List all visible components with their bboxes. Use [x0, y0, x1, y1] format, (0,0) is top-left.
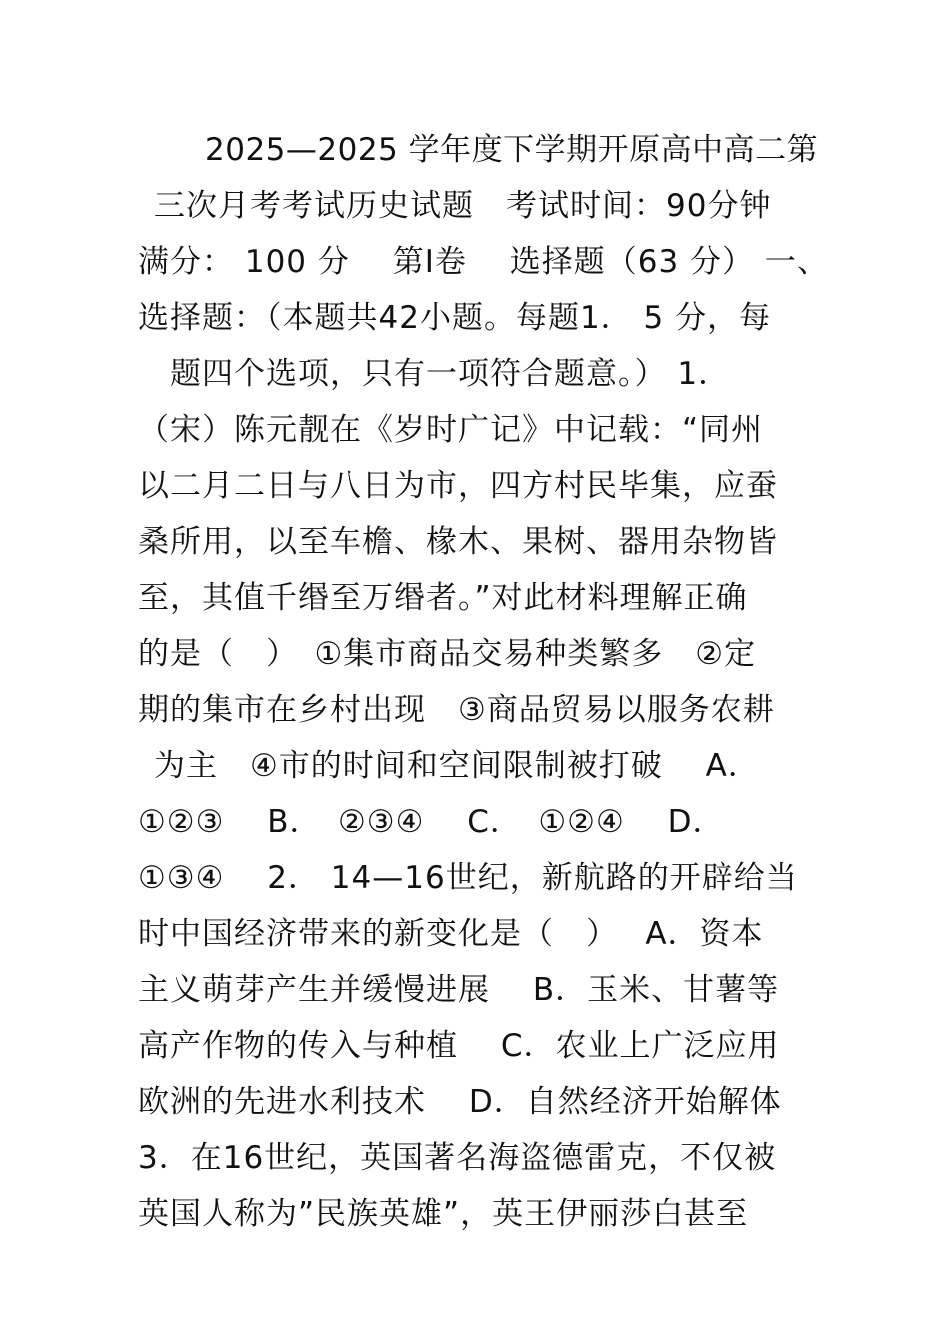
question-1-line: 桑所用，以至车檐、椽木、果树、器用杂物皆: [138, 524, 778, 560]
question-1-line: 的是（ ） ①集市商品交易种类繁多 ②定: [138, 636, 757, 672]
question-1-line: 为主 ④市的时间和空间限制被打破 A．: [154, 748, 760, 784]
question-2-line: 主义萌芽产生并缓慢进展 B．玉米、甘薯等: [138, 972, 780, 1008]
question-3-line: 英国人称为”民族英雄”，英王伊丽莎白甚至: [138, 1196, 749, 1232]
instructions-line: 选择题：（本题共42小题。每题1． 5 分，每: [138, 300, 772, 336]
question-2-line: 时中国经济带来的新变化是（ ） A．资本: [138, 916, 764, 952]
question-1-line: 至，其值千缗至万缗者。”对此材料理解正确: [138, 580, 748, 616]
exam-info-line: 满分： 100 分 第Ⅰ卷 选择题（63 分） 一、: [138, 244, 829, 280]
question-2-line: ①③④ 2． 14—16世纪，新航路的开辟给当: [138, 860, 798, 896]
question-3-line: 3．在16世纪，英国著名海盗德雷克，不仅被: [138, 1140, 777, 1176]
question-1-line: 以二月二日与八日为市，四方村民毕集，应蚕: [138, 468, 778, 504]
question-2-line: 欧洲的先进水利技术 D．自然经济开始解体: [138, 1084, 782, 1120]
question-1-options: ①②③ B． ②③④ C． ①②④ D．: [138, 804, 725, 840]
question-1-line: 期的集市在乡村出现 ③商品贸易以服务农耕: [138, 692, 775, 728]
question-2-line: 高产作物的传入与种植 C．农业上广泛应用: [138, 1028, 780, 1064]
question-1-line: （宋）陈元靓在《岁时广记》中记载：“同州: [138, 412, 764, 448]
instructions-line: 题四个选项，只有一项符合题意。） 1．: [170, 356, 731, 392]
exam-subtitle-line: 三次月考考试历史试题 考试时间：90分钟: [154, 188, 772, 224]
exam-title-line: 2025—2025 学年度下学期开原高中高二第: [205, 132, 819, 168]
